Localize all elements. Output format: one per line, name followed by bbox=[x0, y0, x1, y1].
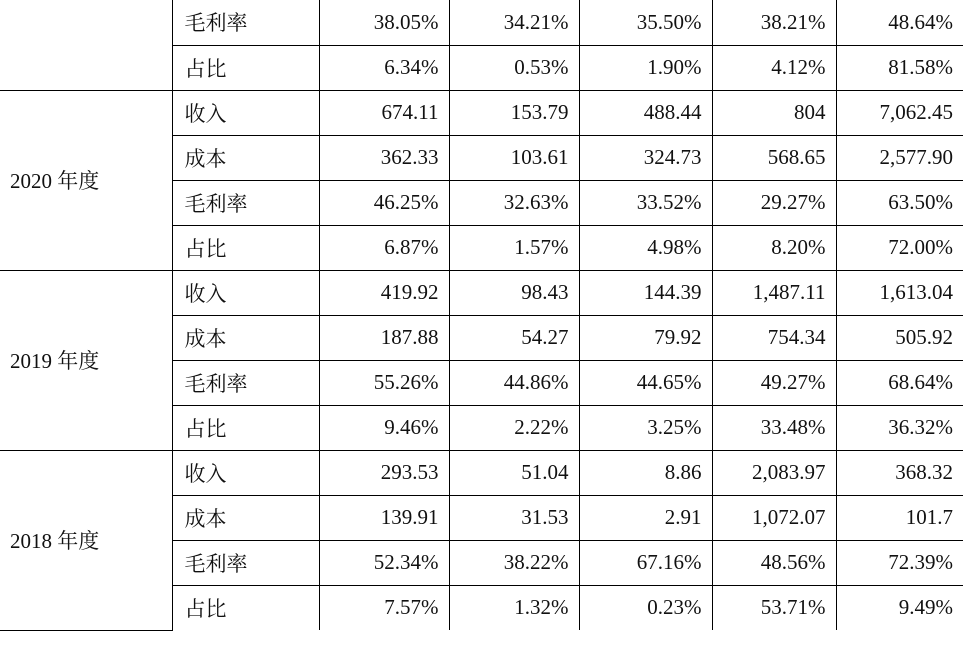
value-cell: 81.58% bbox=[836, 45, 963, 90]
value-cell: 293.53 bbox=[319, 450, 449, 495]
metric-label: 成本 bbox=[172, 135, 319, 180]
value-cell: 38.21% bbox=[712, 0, 836, 45]
value-cell: 488.44 bbox=[579, 90, 712, 135]
value-cell: 8.20% bbox=[712, 225, 836, 270]
value-cell: 144.39 bbox=[579, 270, 712, 315]
value-cell: 1.32% bbox=[449, 585, 579, 630]
metric-label: 毛利率 bbox=[172, 360, 319, 405]
value-cell: 34.21% bbox=[449, 0, 579, 45]
value-cell: 568.65 bbox=[712, 135, 836, 180]
value-cell: 38.05% bbox=[319, 0, 449, 45]
value-cell: 4.12% bbox=[712, 45, 836, 90]
table-row bbox=[0, 270, 963, 315]
metric-label: 占比 bbox=[172, 225, 319, 270]
metric-label: 毛利率 bbox=[172, 0, 319, 45]
value-cell: 804 bbox=[712, 90, 836, 135]
value-cell: 55.26% bbox=[319, 360, 449, 405]
table-row bbox=[0, 0, 963, 45]
metric-label: 占比 bbox=[172, 585, 319, 630]
value-cell: 1.57% bbox=[449, 225, 579, 270]
value-cell: 0.23% bbox=[579, 585, 712, 630]
value-cell: 754.34 bbox=[712, 315, 836, 360]
metric-label: 占比 bbox=[172, 405, 319, 450]
value-cell: 103.61 bbox=[449, 135, 579, 180]
value-cell: 48.56% bbox=[712, 540, 836, 585]
year-cell bbox=[0, 0, 172, 90]
value-cell: 1,072.07 bbox=[712, 495, 836, 540]
value-cell: 139.91 bbox=[319, 495, 449, 540]
value-cell: 674.11 bbox=[319, 90, 449, 135]
value-cell: 4.98% bbox=[579, 225, 712, 270]
value-cell: 7.57% bbox=[319, 585, 449, 630]
value-cell: 6.34% bbox=[319, 45, 449, 90]
value-cell: 2.22% bbox=[449, 405, 579, 450]
value-cell: 54.27 bbox=[449, 315, 579, 360]
value-cell: 31.53 bbox=[449, 495, 579, 540]
metric-label: 收入 bbox=[172, 450, 319, 495]
metric-label: 成本 bbox=[172, 495, 319, 540]
value-cell: 324.73 bbox=[579, 135, 712, 180]
value-cell: 44.86% bbox=[449, 360, 579, 405]
value-cell: 63.50% bbox=[836, 180, 963, 225]
metric-label: 成本 bbox=[172, 315, 319, 360]
value-cell: 9.49% bbox=[836, 585, 963, 630]
year-cell: 2019 年度 bbox=[0, 270, 172, 450]
value-cell: 72.39% bbox=[836, 540, 963, 585]
value-cell: 48.64% bbox=[836, 0, 963, 45]
value-cell: 46.25% bbox=[319, 180, 449, 225]
value-cell: 3.25% bbox=[579, 405, 712, 450]
value-cell: 33.52% bbox=[579, 180, 712, 225]
value-cell: 67.16% bbox=[579, 540, 712, 585]
value-cell: 38.22% bbox=[449, 540, 579, 585]
metric-label: 毛利率 bbox=[172, 540, 319, 585]
value-cell: 35.50% bbox=[579, 0, 712, 45]
value-cell: 2,083.97 bbox=[712, 450, 836, 495]
value-cell: 101.7 bbox=[836, 495, 963, 540]
value-cell: 368.32 bbox=[836, 450, 963, 495]
value-cell: 362.33 bbox=[319, 135, 449, 180]
value-cell: 98.43 bbox=[449, 270, 579, 315]
metric-label: 毛利率 bbox=[172, 180, 319, 225]
table-row bbox=[0, 450, 963, 495]
year-cell: 2020 年度 bbox=[0, 90, 172, 270]
value-cell: 52.34% bbox=[319, 540, 449, 585]
value-cell: 153.79 bbox=[449, 90, 579, 135]
value-cell: 8.86 bbox=[579, 450, 712, 495]
value-cell: 419.92 bbox=[319, 270, 449, 315]
value-cell: 36.32% bbox=[836, 405, 963, 450]
value-cell: 0.53% bbox=[449, 45, 579, 90]
value-cell: 505.92 bbox=[836, 315, 963, 360]
value-cell: 2.91 bbox=[579, 495, 712, 540]
value-cell: 9.46% bbox=[319, 405, 449, 450]
value-cell: 49.27% bbox=[712, 360, 836, 405]
value-cell: 72.00% bbox=[836, 225, 963, 270]
value-cell: 33.48% bbox=[712, 405, 836, 450]
year-cell: 2018 年度 bbox=[0, 450, 172, 630]
value-cell: 44.65% bbox=[579, 360, 712, 405]
value-cell: 79.92 bbox=[579, 315, 712, 360]
value-cell: 68.64% bbox=[836, 360, 963, 405]
value-cell: 32.63% bbox=[449, 180, 579, 225]
table-row bbox=[0, 90, 963, 135]
metric-label: 收入 bbox=[172, 90, 319, 135]
value-cell: 7,062.45 bbox=[836, 90, 963, 135]
value-cell: 1.90% bbox=[579, 45, 712, 90]
value-cell: 2,577.90 bbox=[836, 135, 963, 180]
metric-label: 占比 bbox=[172, 45, 319, 90]
value-cell: 29.27% bbox=[712, 180, 836, 225]
metric-label: 收入 bbox=[172, 270, 319, 315]
value-cell: 1,613.04 bbox=[836, 270, 963, 315]
value-cell: 53.71% bbox=[712, 585, 836, 630]
value-cell: 6.87% bbox=[319, 225, 449, 270]
value-cell: 187.88 bbox=[319, 315, 449, 360]
value-cell: 1,487.11 bbox=[712, 270, 836, 315]
value-cell: 51.04 bbox=[449, 450, 579, 495]
